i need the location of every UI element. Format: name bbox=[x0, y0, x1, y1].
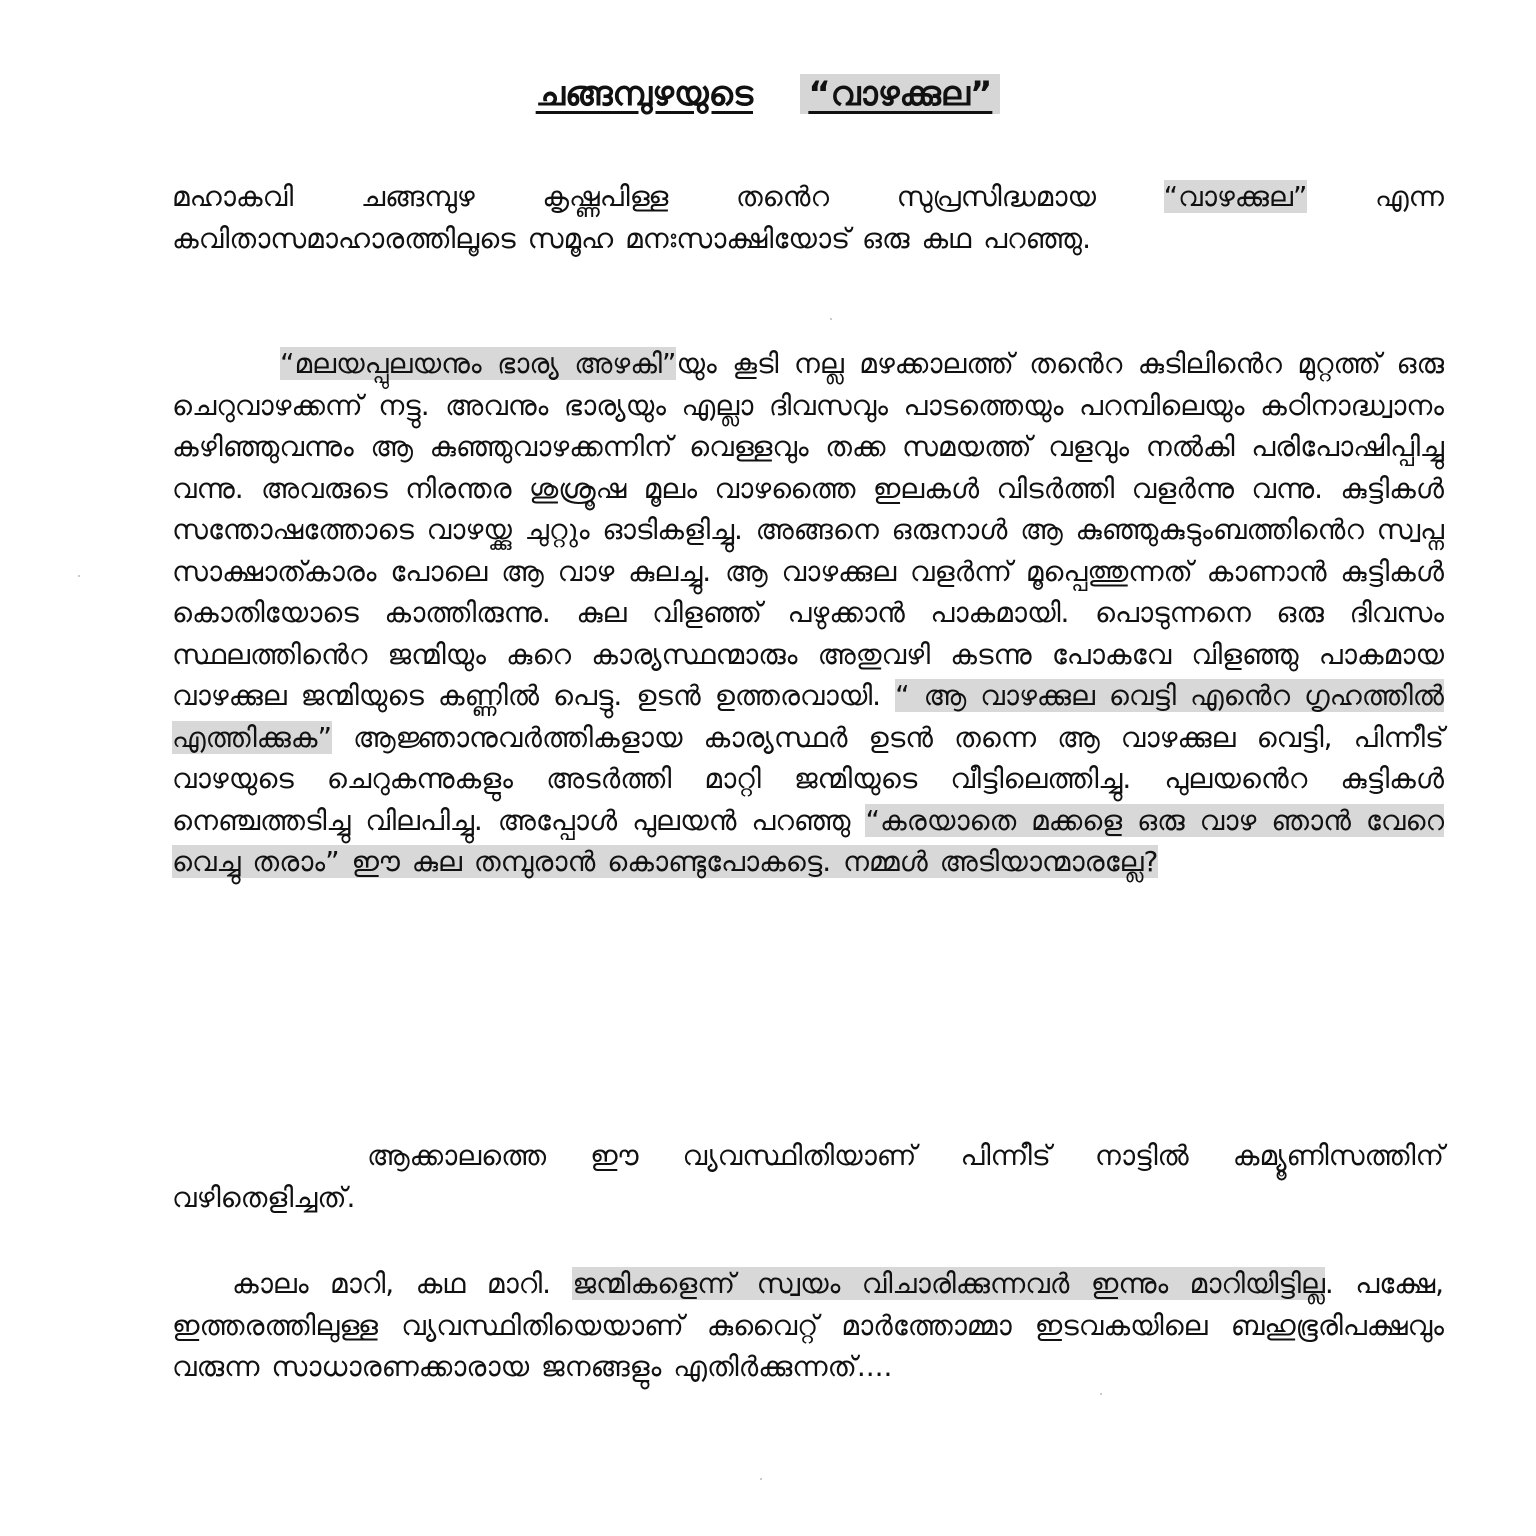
scan-speck bbox=[1100, 1393, 1102, 1395]
text-run: ആജ്ഞാനുവർത്തികളായ കാര്യസ്ഥർ ഉടൻ തന്നെ ആ വാഴക്കുല വെട്ടി, പിന്നീട് വാഴയുടെ ചെറുകന്നുകളും അടർത്തി മാറ്റി ജന്മിയുടെ വീട്ടിലെത്തിച്ചു. പുലയൻെറ കുട്ടികൾ നെഞ്ചത്തടിച്ചു വിലപിച്ചു. അപ്പോൾ പുലയൻ പറഞ്ഞു bbox=[172, 720, 1444, 837]
text-run: കാലം മാറി, കഥ മാറി. bbox=[232, 1267, 573, 1300]
text-run: യും കൂടി നല്ല മഴക്കാലത്ത് തൻെറ കുടിലിൻെറ മുറ്റത്ത് ഒരു ചെറുവാഴക്കന്ന് നട്ടു. അവനും ഭാര്യയും എല്ലാ ദിവസവും പാടത്തെയും പറമ്പിലെയും കഠിനാദ്ധ്വാനം കഴിഞ്ഞുവന്നും ആ കുഞ്ഞുവാഴക്കന്നിന് വെള്ളവും തക്ക സമയത്ത് വളവും നൽകി പരിപോഷിപ്പിച്ചു വന്നു. അവരുടെ നിരന്തര ശുശ്രൂഷ മൂലം വാഴത്തൈ ഇലകൾ വിടർത്തി വളർന്നു വന്നു. കുട്ടികൾ സന്തോഷത്തോടെ വാഴയ്ക്കു ചുറ്റും ഓടികളിച്ചു. അങ്ങനെ ഒരുനാൾ ആ കുഞ്ഞുകുടുംബത്തിൻെറ സ്വപ്ന സാക്ഷാത്കാരം പോലെ ആ വാഴ കുലച്ചു. ആ വാഴക്കുല വളർന്ന് മൂപ്പെത്തുന്നത് കാണാൻ കുട്ടികൾ കൊതിയോടെ കാത്തിരുന്നു. കുല വിളഞ്ഞ് പഴുക്കാൻ പാകമായി. പൊടുന്നനെ ഒരു ദിവസം സ്ഥലത്തിൻെറ ജന്മിയും കുറെ കാര്യസ്ഥന്മാരും അതുവഴി കടന്നു പോകവേ വിളഞ്ഞു പാകമായ വാഴക്കുല ജന്മിയുടെ കണ്ണിൽ പെട്ടു. ഉടൻ ഉത്തരവായി. bbox=[172, 347, 1444, 712]
highlight-characters: “മലയപ്പുലയനും ഭാര്യ അഴകി” bbox=[280, 347, 677, 380]
paragraph-conclusion bbox=[172, 1263, 1444, 1388]
text-run: എന്ന കവിതാസമാഹാരത്തിലൂടെ സമൂഹ മനഃസാക്ഷിയോട് ഒരു കഥ പറഞ്ഞു. bbox=[172, 180, 1444, 255]
text-run: മഹാകവി ചങ്ങമ്പുഴ കൃഷ്ണപിള്ള തൻെറ സുപ്രസിദ്ധമായ bbox=[172, 180, 1164, 213]
highlight-poem-name: “വാഴക്കുല” bbox=[1163, 180, 1308, 213]
scan-speck bbox=[78, 575, 80, 577]
paragraph-intro bbox=[172, 176, 1444, 259]
text-run: ആക്കാലത്തെ ഈ വ്യവസ്ഥിതിയാണ് പിന്നീട് നാട്ടിൽ കമ്യൂണിസത്തിന് വഴിതെളിച്ചത്. bbox=[172, 1139, 1444, 1214]
title-poem-name: “വാഴക്കുല” bbox=[800, 74, 1000, 114]
scan-speck bbox=[760, 1478, 762, 1480]
highlight-pulayan-reply: “കരയാതെ മക്കളെ ഒരു വാഴ ഞാൻ വേറെ വെച്ചു തരാം” ഈ കുല തമ്പുരാൻ കൊണ്ടുപോകട്ടെ. നമ്മൾ അടിയാന്മാരല്ലേ? bbox=[172, 803, 1444, 878]
paragraph-story bbox=[172, 343, 1444, 883]
text-run: . പക്ഷേ, ഇത്തരത്തിലുള്ള വ്യവസ്ഥിതിയെയാണ് കുവൈറ്റ് മാർത്തോമ്മാ ഇടവകയിലെ ബഹുഭൂരിപക്ഷവും വരുന്ന സാധാരണക്കാരായ ജനങ്ങളും എതിർക്കുന്നത്.... bbox=[172, 1267, 1445, 1383]
highlight-landlords-today: ജന്മികളെന്ന് സ്വയം വിചാരിക്കുന്നവർ ഇന്നും മാറിയിട്ടില്ല bbox=[572, 1267, 1325, 1300]
paragraph-history bbox=[172, 1135, 1444, 1218]
highlight-landlord-order: “ ആ വാഴക്കുല വെട്ടി എൻെറ ഗൃഹത്തിൽ എത്തിക്കുക” bbox=[172, 679, 1445, 754]
scan-speck bbox=[830, 318, 832, 320]
title-author: ചങ്ങമ്പുഴയുടെ bbox=[535, 74, 753, 114]
page-title bbox=[0, 72, 1536, 118]
